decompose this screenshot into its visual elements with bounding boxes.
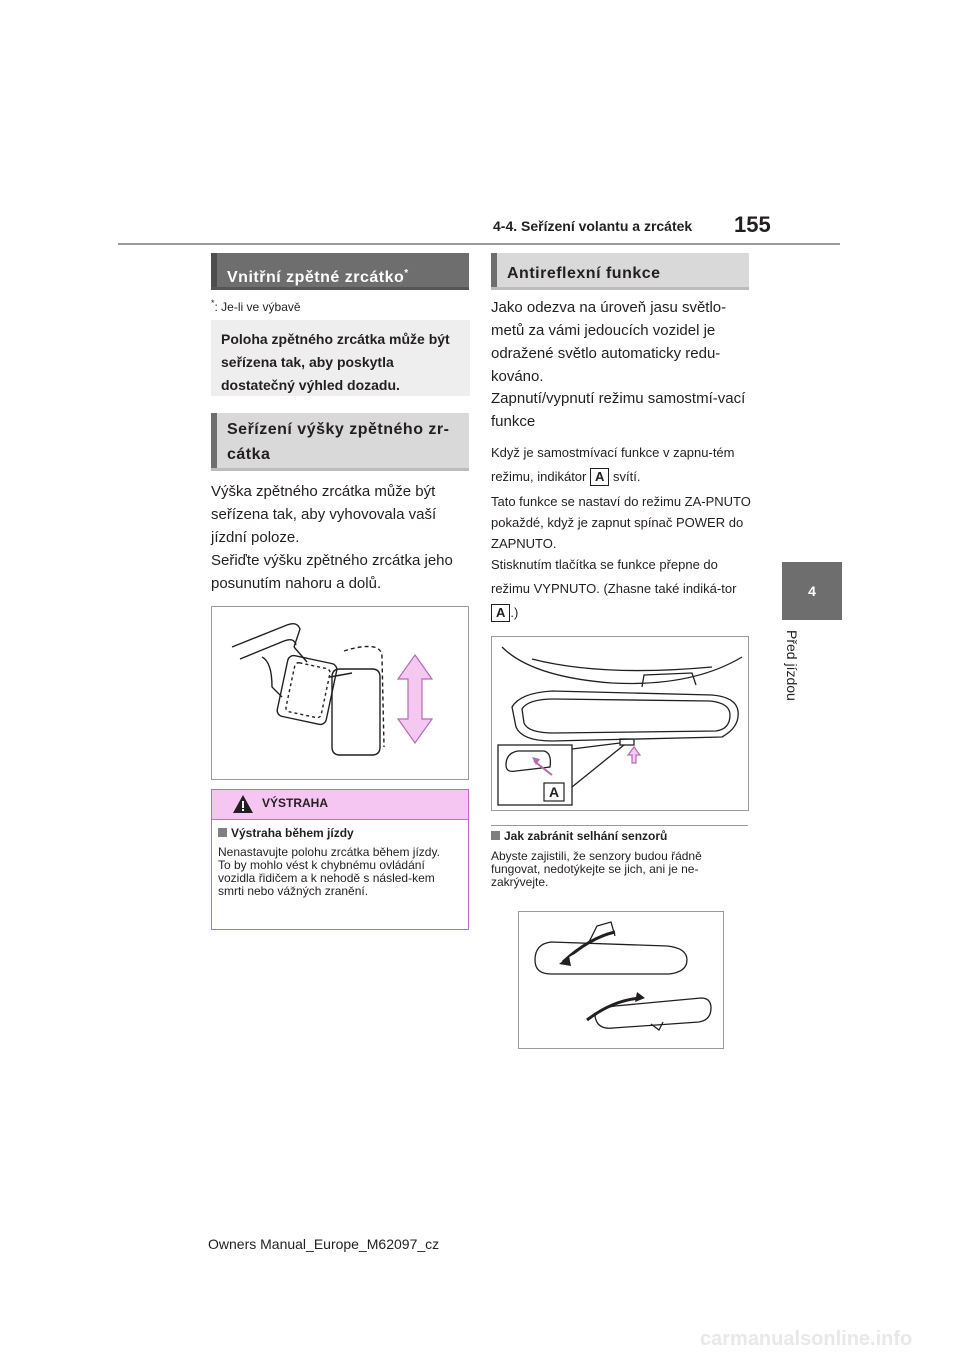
sensor-illustration [519,912,723,1048]
indicator-badge: A [590,468,609,486]
sensor-heading-row [491,829,667,843]
bullet-square-icon-2 [491,831,500,840]
section-title-height [211,413,469,471]
sensor-text: Abyste zajistili, že senzory budou řádně fungovat, nedotýkejte se jich, ani je ne-zakrývejte. [491,849,702,889]
section-title-mark: * [404,268,409,279]
chapter-label-wrap [756,630,816,710]
warning-text: Nenastavujte polohu zrcátka během jízdy. To by mohlo vést k chybnému ovládání vozidla řidičem a k nehodě s násled-kem smrti nebo vážných zranění. [218,845,440,898]
warning-triangle-icon [232,794,254,814]
callout-letter: A [548,784,560,800]
warning-heading: Výstraha během jízdy [231,826,354,840]
chapter-label: Před jízdou [784,630,800,701]
figure-antireflex-mirror [491,636,749,811]
indicator-badge-2: A [491,604,510,622]
figure-mirror-height [211,606,469,780]
warning-body [212,820,468,902]
height-paragraph-1: Výška zpětného zrcátka může být seřízena tak, aby vyhovovala vaší jízdní poloze. [211,483,437,546]
antireflex-paragraph-4: Tato funkce se nastaví do režimu ZA-PNUTO pokaždé, když je zapnut spínač POWER do ZAPNUTO. [491,494,751,551]
watermark: carmanualsonline.info [700,1328,913,1350]
note-mark: * [211,298,215,308]
p3-text-b: svítí. [613,469,641,484]
p3-text-a: Když je samostmívací funkce v zapnu-tém režimu, indikátor [491,445,735,484]
section-title-text: Vnitřní zpětné zrcátko [227,269,405,287]
warning-label: VÝSTRAHA [262,796,329,810]
antireflex-mirror-illustration [492,637,748,810]
figure-sensors [518,911,724,1049]
chapter-tab [782,562,842,620]
warning-header [212,790,468,820]
chapter-number: 4 [808,583,816,599]
warning-heading-row [218,827,462,840]
antireflex-paragraph-1: Jako odezva na úroveň jasu světlo-metů za vámi jedoucích vozidel je odražené světlo automaticky redu-kováno. [491,299,727,385]
section-title-antireflex-text: Antireflexní funkce [507,265,661,282]
note-text: : Je-li ve výbavě [214,300,301,314]
antireflex-paragraph-5 [491,553,753,625]
warning-box [211,789,469,930]
summary-box: Poloha zpětného zrcátka může být seřízena tak, aby poskytla dostatečný výhled dozadu. [211,320,470,396]
mirror-height-illustration [212,607,468,779]
equipment-note [211,298,301,314]
section-title-inner-mirror [211,253,469,290]
section-title-height-text: Seřízení výšky zpětného zr-cátka [227,421,450,463]
header-rule [118,243,840,245]
p5-text-a: Stisknutím tlačítka se funkce přepne do režimu VYPNUTO. (Zhasne také indiká-tor [491,557,737,596]
page-number: 155 [734,212,771,237]
antireflex-paragraph-2: Zapnutí/vypnutí režimu samostmí-vací funkce [491,390,746,430]
section-header: 4-4. Seřízení volantu a zrcátek [493,218,693,234]
antireflex-paragraph-3 [491,441,753,489]
sensor-heading: Jak zabránit selhání senzorů [504,829,668,843]
section-title-antireflex [491,253,749,290]
p5-text-b: .) [510,605,519,620]
height-paragraph-2: Seřiďte výšku zpětného zrcátka jeho posunutím nahoru a dolů. [211,552,453,592]
footer-text: Owners Manual_Europe_M62097_cz [208,1236,440,1252]
bullet-square-icon [218,828,227,837]
subsection-rule [491,825,748,826]
